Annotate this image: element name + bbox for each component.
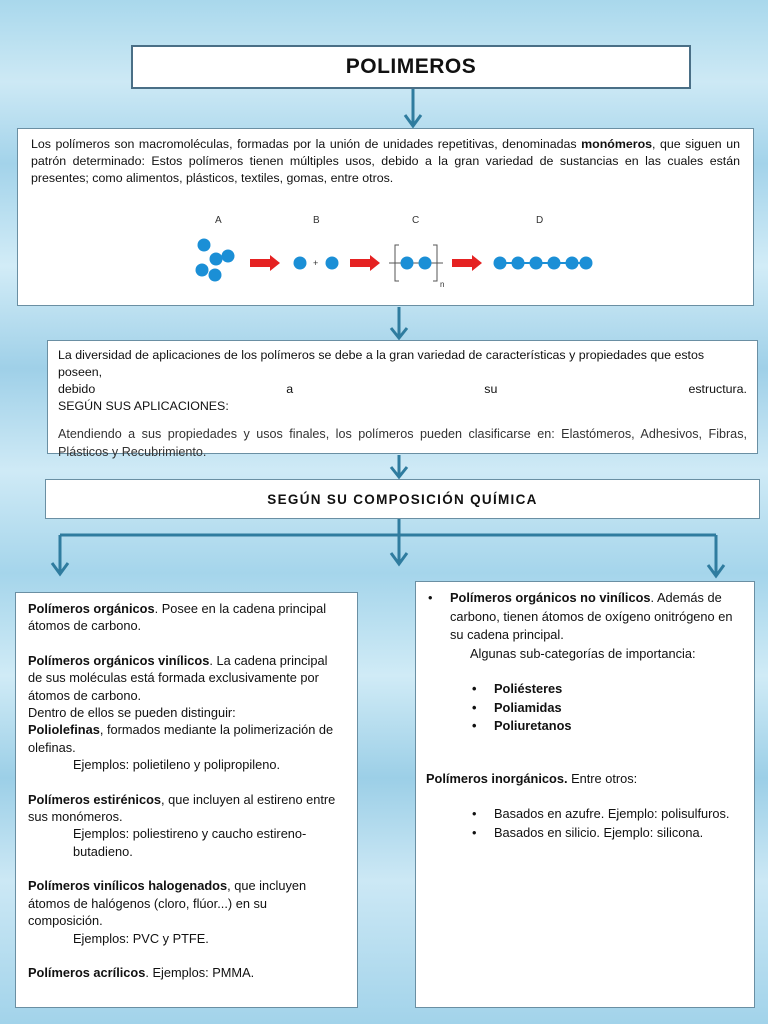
monomers-a (196, 239, 235, 282)
monomer-dot (530, 257, 543, 270)
polymerization-diagram (180, 212, 600, 292)
list-item: • Poliamidas (494, 699, 744, 718)
section-title: SEGÚN SU COMPOSICIÓN QUÍMICA (45, 479, 760, 519)
polyolefin-heading: Poliolefinas (28, 722, 100, 738)
monomer-dot (566, 257, 579, 270)
monomer-dot (210, 253, 223, 266)
organic-text: . Posee en la cadena principal átomos de carbono. (28, 601, 327, 634)
list-item: • Basados en silicio. Ejemplo: silicona. (494, 824, 744, 843)
label-a: A (215, 215, 222, 226)
inorganic-text: Entre otros: (567, 770, 638, 786)
intro-bold: monómeros (581, 137, 653, 151)
intro-text-2: , que siguen un patrón determinado: Estos polímeros tienen múltiples usos, debido a la gran variedad de sustancias en las cuales están presentes; como alimentos, plásticos, textiles, gomas, entre otros. (31, 137, 740, 185)
page-title: POLIMEROS (131, 45, 691, 89)
monomer-dot (294, 257, 307, 270)
monomer-dot (401, 257, 414, 270)
nonvinyl-text: . Además de carbono, tienen átomos de oxígeno onitrógeno en su cadena principal. (450, 590, 733, 642)
intro-text-1: Los polímeros son macromoléculas, formadas por la unión de unidades repetitivas, denominadas (31, 137, 582, 151)
red-arrow (452, 255, 482, 271)
list-item (450, 589, 744, 645)
halogenated-text: , que incluyen átomos de halógenos (cloro, flúor...) en su composición. (28, 878, 307, 929)
monomer-dot (196, 264, 209, 277)
monomer-dot (494, 257, 507, 270)
applications-text: Atendiendo a sus propiedades y usos finales, los polímeros pueden clasificarse en: Elastómeros, Adhesivos, Fibras, Plásticos y Recubrimiento. (58, 427, 747, 459)
red-arrow (250, 255, 280, 271)
left-column (15, 592, 358, 1008)
red-arrow (350, 255, 380, 271)
styrenic-heading: Polímeros estirénicos (28, 791, 161, 807)
label-b: B (313, 215, 320, 226)
inorganic-heading: Polímeros inorgánicos. (426, 770, 568, 786)
list-item: • Poliuretanos (494, 717, 744, 736)
subscript-n: n (440, 280, 445, 289)
list-item: • Basados en azufre. Ejemplo: polisulfuros. (494, 805, 744, 824)
polyolefin-examples: Ejemplos: polietileno y polipropileno. (73, 757, 281, 773)
acrylic-heading: Polímeros acrílicos (28, 964, 146, 980)
applications-heading: SEGÚN SUS APLICACIONES: (58, 399, 229, 413)
styrenic-examples: Ejemplos: poliestireno y caucho estireno-butadieno. (73, 826, 307, 859)
monomer-dot (580, 257, 593, 270)
monomer-dot (222, 250, 235, 263)
diversity-line-1: La diversidad de aplicaciones de los polímeros se debe a la gran variedad de características y propiedades que estos poseen, (58, 348, 705, 379)
halogenated-examples: Ejemplos: PVC y PTFE. (73, 930, 209, 946)
monomer-dot (209, 269, 222, 282)
label-c: C (412, 215, 420, 226)
monomer-dot (512, 257, 525, 270)
monomer-dot (198, 239, 211, 252)
repeat-brackets (389, 245, 443, 281)
diversity-box (47, 340, 758, 459)
monomer-dot (419, 257, 432, 270)
nonvinyl-heading: Polímeros orgánicos no vinílicos (450, 590, 651, 605)
diversity-line-2: debido a su estructura. (58, 382, 747, 396)
monomer-dot (326, 257, 339, 270)
subcategories-text: Algunas sub-categorías de importancia: (470, 645, 696, 661)
vinyl-text: . La cadena principal de sus moléculas está formada exclusivamente por átomos de carbono. (28, 652, 328, 703)
plus-sign: + (313, 258, 319, 268)
polyolefin-text: , formados mediante la polimerización de olefinas. (28, 722, 334, 755)
halogenated-heading: Polímeros vinílicos halogenados (28, 878, 228, 894)
acrylic-text: . Ejemplos: PMMA. (145, 964, 255, 980)
within-text: Dentro de ellos se pueden distinguir: (28, 705, 236, 721)
list-item: • Poliésteres (494, 680, 744, 699)
right-column (415, 581, 755, 1008)
vinyl-heading: Polímeros orgánicos vinílicos (28, 652, 210, 668)
styrenic-text: , que incluyen al estireno entre sus monómeros. (28, 791, 336, 825)
monomer-dot (548, 257, 561, 270)
organic-heading: Polímeros orgánicos (28, 601, 155, 616)
label-d: D (536, 215, 544, 226)
